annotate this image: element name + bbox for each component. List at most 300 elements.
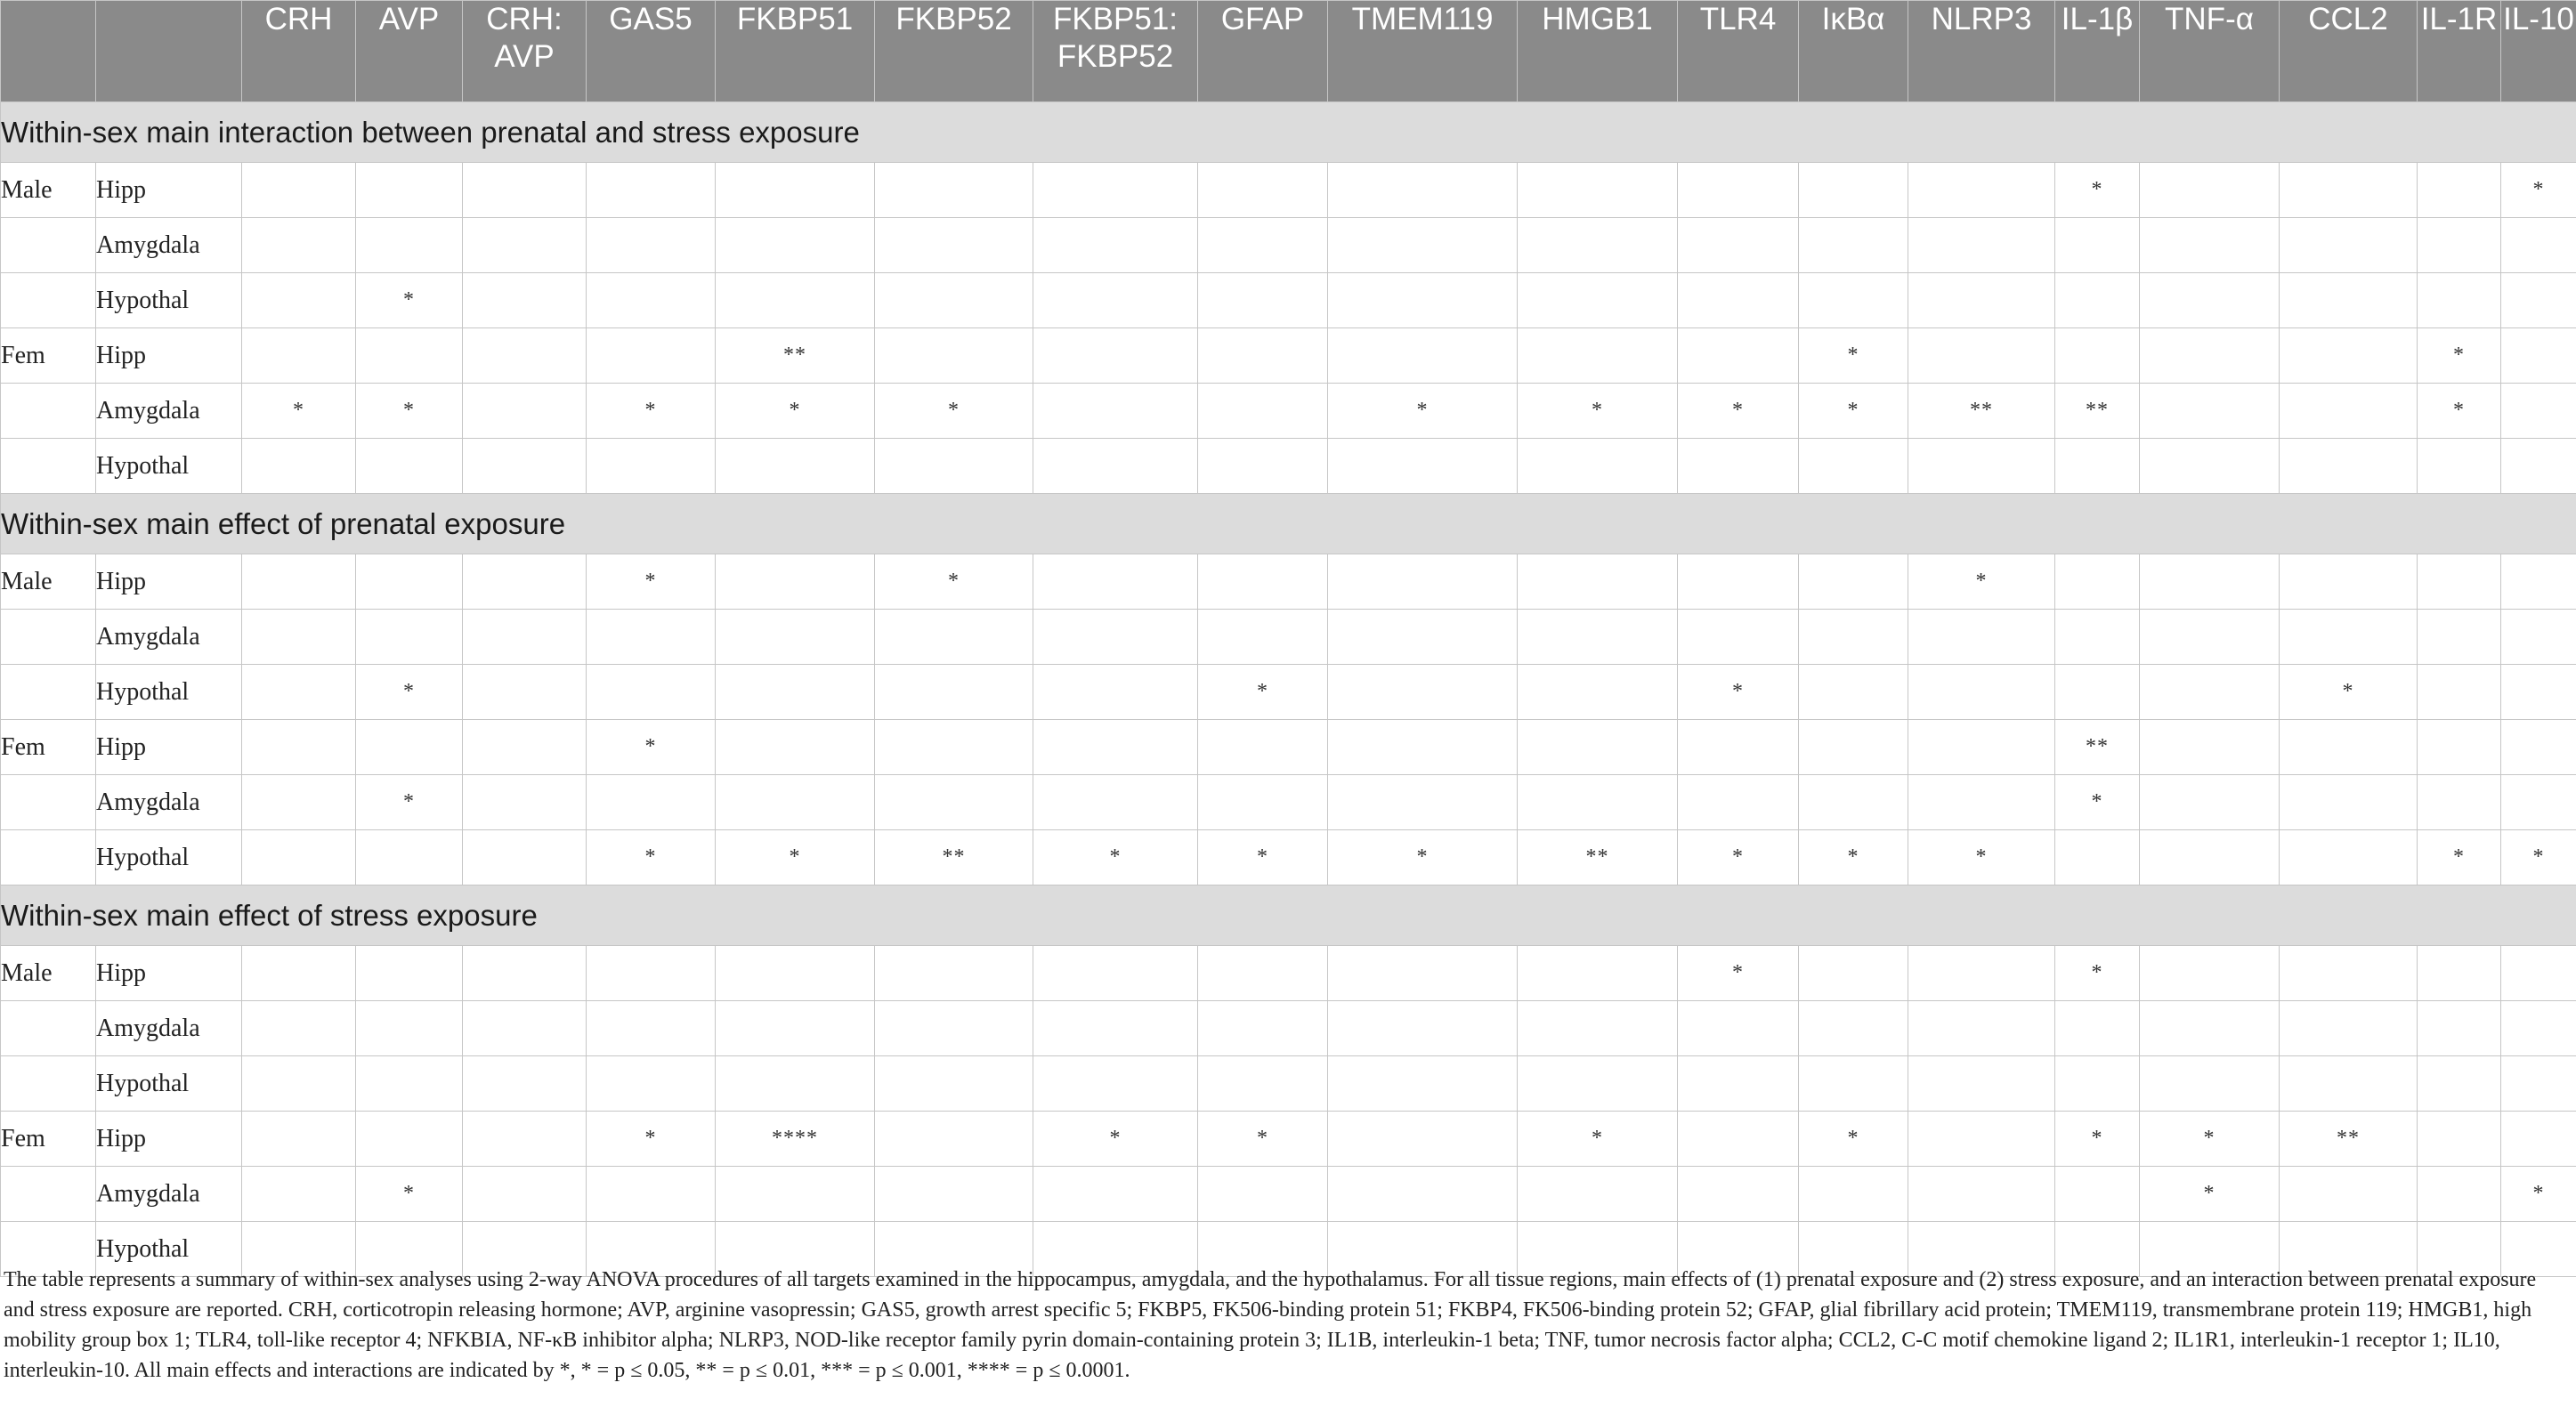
sex-cell: Male [1,163,96,218]
significance-cell [1908,439,2055,494]
significance-cell [1518,163,1678,218]
significance-cell: * [1328,830,1518,885]
significance-cell [587,610,716,665]
significance-cell [1328,720,1518,775]
significance-cell [2501,218,2576,273]
significance-cell [1033,610,1198,665]
significance-cell [2055,554,2140,610]
table-row [1,218,2576,273]
significance-cell [2055,1167,2140,1222]
table-row [1,1167,2576,1222]
significance-cell [1518,1056,1678,1112]
significance-cell [463,1001,587,1056]
significance-cell [1033,218,1198,273]
region-cell: Amygdala [96,218,242,273]
significance-cell [1678,1112,1799,1167]
significance-cell [2055,830,2140,885]
significance-cell [356,720,463,775]
column-header: IκBα [1799,1,1908,102]
significance-cell [1328,1056,1518,1112]
significance-cell: ** [1518,830,1678,885]
table-row [1,775,2576,830]
significance-cell [242,1056,356,1112]
significance-cell [2501,554,2576,610]
significance-cell [1799,163,1908,218]
significance-cell [1518,1001,1678,1056]
significance-cell [1908,610,2055,665]
significance-cell [2055,439,2140,494]
significance-cell [2418,1167,2501,1222]
section-title: Within-sex main interaction between prenatal and stress exposure [1,102,2576,163]
significance-cell [242,439,356,494]
significance-cell [356,1112,463,1167]
significance-cell [1033,775,1198,830]
significance-cell [716,720,875,775]
table-body [1,102,2576,1277]
significance-cell [242,554,356,610]
region-cell: Amygdala [96,1167,242,1222]
significance-cell [1518,439,1678,494]
significance-cell [356,1001,463,1056]
significance-cell [716,1167,875,1222]
significance-cell [875,610,1033,665]
significance-cell [1198,218,1328,273]
significance-cell [716,273,875,328]
significance-cell [356,554,463,610]
significance-cell [463,554,587,610]
significance-cell [1033,384,1198,439]
significance-cell [1908,775,2055,830]
significance-cell [1198,610,1328,665]
significance-cell [1908,163,2055,218]
significance-cell [2055,1001,2140,1056]
significance-cell [1678,273,1799,328]
significance-cell [1328,665,1518,720]
significance-cell [1198,554,1328,610]
significance-cell [1518,328,1678,384]
significance-cell [587,946,716,1001]
significance-cell: * [1678,384,1799,439]
significance-cell [2140,1001,2280,1056]
significance-cell [463,439,587,494]
table-row [1,610,2576,665]
table-row [1,384,2576,439]
significance-cell [2418,218,2501,273]
significance-cell [1908,946,2055,1001]
significance-cell [2055,273,2140,328]
significance-cell [1518,273,1678,328]
significance-cell [242,830,356,885]
significance-cell [463,328,587,384]
significance-cell [2140,946,2280,1001]
significance-cell [2501,439,2576,494]
significance-cell [1033,720,1198,775]
significance-cell [1198,328,1328,384]
significance-cell: ** [875,830,1033,885]
sex-cell [1,830,96,885]
significance-cell [1033,328,1198,384]
significance-cell [1908,665,2055,720]
significance-cell: * [716,384,875,439]
significance-cell [463,1112,587,1167]
significance-cell [2280,775,2418,830]
sex-cell: Fem [1,1112,96,1167]
sex-cell [1,218,96,273]
table-row [1,554,2576,610]
significance-cell [716,946,875,1001]
significance-cell [587,1001,716,1056]
region-cell: Amygdala [96,384,242,439]
significance-cell: * [1678,946,1799,1001]
column-header: CRH [242,1,356,102]
table-caption: The table represents a summary of within-sex analyses using 2-way ANOVA procedures of all targets examined in the hippocampus, amygdala, and the hypothalamus. For all tissue regions, main effects of (1) prenatal exposure and (2) stress exposure, and an interaction between prenatal exposure and stress exposure are reported. CRH, corticotropin releasing hormone; AVP, arginine vasopressin; GAS5, growth arrest specific 5; FKBP5, FK506-binding protein 51; FKBP4, FK506-binding protein 52; GFAP, glial fibrillary acid protein; TMEM119, transmembrane protein 119; HMGB1, high mobility group box 1; TLR4, toll-like receptor 4; NFKBIA, NF-κB inhibitor alpha; NLRP3, NOD-like receptor family pyrin domain-containing protein 3; IL1B, interleukin-1 beta; TNF, tumor necrosis factor alpha; CCL2, C-C motif chemokine ligand 2; IL1R1, interleukin-1 receptor 1; IL10, interleukin-10. All main effects and interactions are indicated by *, * = p ≤ 0.05, ** = p ≤ 0.01, *** = p ≤ 0.001, **** = p ≤ 0.0001. [4,1268,2537,1382]
significance-cell [463,1056,587,1112]
significance-cell [716,554,875,610]
significance-cell [1908,273,2055,328]
significance-cell [1033,665,1198,720]
sex-cell [1,384,96,439]
significance-cell [1328,273,1518,328]
significance-cell: * [1799,1112,1908,1167]
significance-cell [1033,163,1198,218]
significance-cell [2418,273,2501,328]
significance-cell [1328,610,1518,665]
section-title: Within-sex main effect of stress exposure [1,885,2576,946]
column-header: AVP [356,1,463,102]
significance-cell [1518,218,1678,273]
significance-cell [1678,328,1799,384]
column-header: IL-1β [2055,1,2140,102]
significance-cell [875,218,1033,273]
significance-cell [2140,273,2280,328]
significance-cell [1198,439,1328,494]
significance-cell [2280,554,2418,610]
significance-cell [1198,273,1328,328]
significance-cell [587,328,716,384]
significance-cell [587,665,716,720]
significance-cell [716,665,875,720]
significance-cell: * [1198,830,1328,885]
significance-cell [1678,218,1799,273]
significance-cell: * [1908,554,2055,610]
significance-cell [2418,1001,2501,1056]
significance-cell [1033,946,1198,1001]
significance-cell: * [1198,665,1328,720]
significance-cell [2418,1056,2501,1112]
significance-cell [2055,665,2140,720]
significance-cell [2280,439,2418,494]
region-cell: Hypothal [96,1222,242,1277]
significance-cell [2280,273,2418,328]
significance-cell [1033,1001,1198,1056]
significance-cell [716,218,875,273]
significance-cell [1799,665,1908,720]
significance-cell [1678,1001,1799,1056]
significance-cell [2140,775,2280,830]
significance-cell: * [1033,830,1198,885]
significance-cell [875,328,1033,384]
significance-cell [242,775,356,830]
significance-cell [2280,1056,2418,1112]
sex-cell [1,1056,96,1112]
significance-cell [1198,163,1328,218]
significance-cell: * [2140,1167,2280,1222]
significance-cell: * [1908,830,2055,885]
significance-cell: * [2501,830,2576,885]
significance-cell [875,1001,1033,1056]
significance-cell [1328,328,1518,384]
significance-cell [1678,1056,1799,1112]
significance-cell: * [1033,1112,1198,1167]
significance-cell [1799,439,1908,494]
table-row [1,720,2576,775]
significance-cell [587,218,716,273]
region-cell: Hypothal [96,830,242,885]
significance-cell [2055,218,2140,273]
significance-cell: * [2055,163,2140,218]
significance-cell [2501,384,2576,439]
significance-cell [875,273,1033,328]
significance-cell [2501,1112,2576,1167]
column-header: IL-1R [2418,1,2501,102]
significance-cell [1033,439,1198,494]
significance-cell [2418,665,2501,720]
significance-cell [356,218,463,273]
significance-cell: * [1328,384,1518,439]
significance-cell [2501,775,2576,830]
column-header: TNF-α [2140,1,2280,102]
significance-cell [2280,163,2418,218]
significance-cell [2140,218,2280,273]
table-row [1,273,2576,328]
significance-cell [1518,775,1678,830]
significance-cell: * [2418,384,2501,439]
significance-cell: ** [716,328,875,384]
region-cell: Hipp [96,720,242,775]
significance-cell [2418,720,2501,775]
significance-cell [463,1167,587,1222]
significance-cell [2140,665,2280,720]
significance-cell [2501,1001,2576,1056]
significance-cell [1799,1056,1908,1112]
significance-cell [2055,610,2140,665]
significance-cell: ** [2055,720,2140,775]
significance-cell [1908,1056,2055,1112]
section-header-row [1,494,2576,554]
table-row [1,1112,2576,1167]
significance-cell [1198,1001,1328,1056]
sex-cell [1,775,96,830]
table-row [1,1001,2576,1056]
significance-cell [587,273,716,328]
significance-cell [1678,610,1799,665]
table-row [1,946,2576,1001]
significance-cell [463,830,587,885]
sex-cell: Male [1,946,96,1001]
significance-cell: ** [1908,384,2055,439]
table-row [1,1056,2576,1112]
significance-cell [1328,218,1518,273]
significance-cell [242,1001,356,1056]
header-region-cell [96,1,242,102]
significance-cell [1328,163,1518,218]
sex-cell [1,1001,96,1056]
significance-cell [242,720,356,775]
significance-cell: * [2501,163,2576,218]
significance-cell [2280,328,2418,384]
region-cell: Amygdala [96,610,242,665]
significance-cell: * [1799,328,1908,384]
significance-cell [875,1056,1033,1112]
significance-cell [1908,1112,2055,1167]
significance-cell: * [242,384,356,439]
significance-cell [242,328,356,384]
significance-cell: * [587,720,716,775]
significance-cell [587,775,716,830]
significance-cell [716,163,875,218]
significance-cell: * [587,830,716,885]
significance-cell [356,830,463,885]
column-header: FKBP51: FKBP52 [1033,1,1198,102]
column-header: FKBP52 [875,1,1033,102]
significance-cell: * [2055,1112,2140,1167]
significance-cell [356,163,463,218]
significance-cell [1799,1167,1908,1222]
significance-cell [2280,720,2418,775]
sex-cell [1,665,96,720]
significance-cell [1518,946,1678,1001]
significance-cell [1799,554,1908,610]
significance-cell [463,273,587,328]
table-row [1,830,2576,885]
significance-cell: * [2055,775,2140,830]
significance-cell [716,1056,875,1112]
sex-cell: Fem [1,328,96,384]
significance-cell [2055,1056,2140,1112]
region-cell: Hypothal [96,665,242,720]
significance-cell [1518,665,1678,720]
significance-cell [2140,1056,2280,1112]
significance-cell: * [1518,384,1678,439]
column-header: TMEM119 [1328,1,1518,102]
significance-cell [716,610,875,665]
significance-cell [2280,610,2418,665]
significance-cell [875,720,1033,775]
column-header: NLRP3 [1908,1,2055,102]
column-header: IL-10 [2501,1,2576,102]
significance-cell [1328,439,1518,494]
significance-cell [1198,946,1328,1001]
significance-cell: * [2280,665,2418,720]
significance-cell [1328,1112,1518,1167]
section-title: Within-sex main effect of prenatal exposure [1,494,2576,554]
significance-cell: * [2418,830,2501,885]
significance-cell [1198,1056,1328,1112]
significance-cell [1799,775,1908,830]
significance-cell: * [587,1112,716,1167]
column-header: CRH: AVP [463,1,587,102]
significance-cell: * [587,554,716,610]
significance-cell [2140,554,2280,610]
significance-cell: ** [2055,384,2140,439]
section-header-row [1,102,2576,163]
significance-cell [875,163,1033,218]
significance-cell [463,384,587,439]
region-cell: Hipp [96,554,242,610]
significance-cell [2418,439,2501,494]
column-header: HMGB1 [1518,1,1678,102]
significance-cell [1799,218,1908,273]
significance-cell: * [2055,946,2140,1001]
significance-cell: * [356,384,463,439]
region-cell: Hipp [96,163,242,218]
significance-cell [1033,1056,1198,1112]
significance-cell [242,218,356,273]
significance-cell: * [1198,1112,1328,1167]
significance-cell [1328,554,1518,610]
header-sex-cell [1,1,96,102]
column-header: TLR4 [1678,1,1799,102]
significance-cell [2140,439,2280,494]
significance-cell [1799,273,1908,328]
significance-cell: * [356,273,463,328]
significance-cell [242,163,356,218]
significance-cell [242,610,356,665]
significance-cell [1328,1167,1518,1222]
significance-cell [356,328,463,384]
significance-cell: * [875,384,1033,439]
significance-cell [1678,720,1799,775]
significance-cell [242,946,356,1001]
significance-cell [1908,1167,2055,1222]
significance-cell: * [587,384,716,439]
table-row [1,665,2576,720]
significance-cell [1328,946,1518,1001]
significance-cell: * [2140,1112,2280,1167]
significance-cell [1908,218,2055,273]
significance-cell [242,1112,356,1167]
significance-cell [2418,610,2501,665]
significance-cell: * [1518,1112,1678,1167]
significance-cell: * [1799,384,1908,439]
significance-cell: **** [716,1112,875,1167]
significance-cell [716,775,875,830]
significance-cell [463,946,587,1001]
significance-cell [1678,439,1799,494]
significance-cell [463,610,587,665]
significance-cell: * [356,665,463,720]
sex-cell [1,439,96,494]
table-row [1,439,2576,494]
header-row [1,1,2576,102]
significance-cell [2418,1112,2501,1167]
region-cell: Hypothal [96,439,242,494]
region-cell: Hypothal [96,1056,242,1112]
significance-cell [356,946,463,1001]
significance-cell [2280,1001,2418,1056]
significance-cell [1908,720,2055,775]
significance-cell [1518,720,1678,775]
significance-cell [1678,163,1799,218]
significance-cell [2280,946,2418,1001]
significance-cell [1198,384,1328,439]
significance-cell [2140,830,2280,885]
table-row [1,328,2576,384]
significance-cell [1908,328,2055,384]
significance-cell [1328,1001,1518,1056]
significance-cell [242,1167,356,1222]
significance-cell [2280,1167,2418,1222]
